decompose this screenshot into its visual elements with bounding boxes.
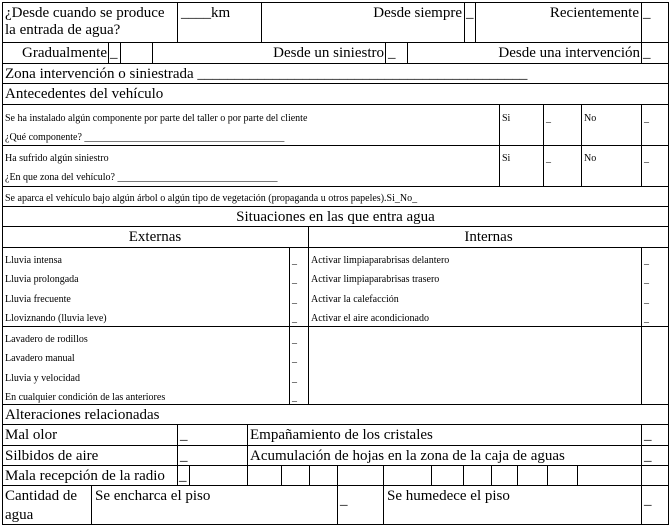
rule [491, 465, 492, 486]
internal-title: Internas [464, 229, 513, 245]
rule [475, 2, 476, 43]
rule [2, 145, 669, 146]
external-item: Lavadero manual [5, 353, 75, 364]
rule [2, 2, 669, 3]
since-intervention-label: Desde una intervención [498, 45, 640, 61]
internal-field[interactable]: _ [644, 274, 649, 285]
bad-smell-field[interactable]: _ [180, 427, 188, 443]
rule [108, 42, 109, 64]
fogging-label: Empañamiento de los cristales [250, 427, 433, 443]
external-field[interactable]: _ [292, 392, 297, 403]
accident-no-field[interactable]: _ [644, 153, 649, 164]
external-item: Lluvia y velocidad [5, 373, 80, 384]
rule [2, 104, 669, 105]
external-field[interactable]: _ [292, 313, 297, 324]
rule [641, 424, 642, 486]
rule [177, 2, 178, 43]
floor-damp-label: Se humedece el piso [387, 488, 510, 504]
component-yes-field[interactable]: _ [546, 113, 551, 124]
internal-item: Activar limpiaparabrisas trasero [311, 274, 440, 285]
situations-title: Situaciones en las que entra agua [236, 209, 435, 225]
external-field[interactable]: _ [292, 255, 297, 266]
accident-no-label: No [584, 153, 597, 164]
parking-question[interactable]: Se aparca el vehículo bajo algún árbol o algún tipo de vegetación (propaganda u otros papeles).Si_No_ [5, 193, 418, 204]
rule [2, 2, 3, 525]
internal-field[interactable]: _ [644, 255, 649, 266]
rule [337, 465, 338, 486]
rule [641, 247, 642, 405]
recently-label: Recientemente [549, 5, 639, 21]
rule [431, 465, 432, 486]
rule [383, 485, 384, 525]
since-when-question [5, 5, 175, 38]
rule [2, 326, 669, 327]
since-accident-label: Desde un siniestro [273, 45, 384, 61]
rule [289, 247, 290, 405]
since-when-line-2: la entrada de agua? [5, 21, 121, 38]
vehicle-history-title: Antecedentes del vehículo [5, 86, 164, 102]
rule [464, 2, 465, 43]
leaf-buildup-label: Acumulación de hojas en la zona de la caja de aguas [250, 448, 565, 464]
external-item: En cualquier condición de las anteriores [5, 392, 166, 403]
floor-floods-label: Se encharca el piso [95, 488, 211, 504]
rule [247, 465, 248, 486]
fogging-field[interactable]: _ [644, 427, 652, 443]
accident-yes-field[interactable]: _ [546, 153, 551, 164]
accident-yes-label: Si [502, 153, 511, 164]
since-always-field[interactable]: _ [466, 5, 474, 21]
rule [641, 485, 642, 525]
rule [499, 104, 500, 187]
rule [2, 485, 669, 486]
rule [2, 424, 669, 425]
rule [547, 465, 548, 486]
internal-item: Activar el aire acondicionado [311, 313, 429, 324]
alterations-title: Alteraciones relacionadas [5, 407, 160, 423]
gradually-field[interactable]: _ [110, 45, 118, 61]
water-amount-line-1: Cantidad de [5, 488, 78, 504]
rule [407, 42, 408, 64]
external-item: Lluvia frecuente [5, 294, 71, 305]
since-when-line-1: ¿Desde cuando se produce [5, 5, 165, 21]
water-amount-label [5, 488, 77, 523]
rule [261, 2, 262, 43]
external-item: Lluvia intensa [5, 255, 62, 266]
external-item: Lluvia prolongada [5, 274, 79, 285]
rule [383, 465, 384, 486]
rule [2, 206, 669, 207]
radio-reception-label: Mala recepción de la radio [5, 468, 165, 484]
rule [543, 104, 544, 187]
radio-reception-field[interactable]: _ [179, 468, 187, 484]
rule [2, 247, 669, 248]
rule [641, 42, 642, 64]
internal-item: Activar limpiaparabrisas delantero [311, 255, 450, 266]
floor-floods-field[interactable]: _ [340, 492, 348, 508]
external-item: Lloviznando (lluvia leve) [5, 313, 107, 324]
external-field[interactable]: _ [292, 373, 297, 384]
external-field[interactable]: _ [292, 334, 297, 345]
rule [668, 2, 669, 525]
rule [2, 524, 669, 525]
rule [2, 186, 669, 187]
rule [308, 226, 309, 405]
intervention-zone-field[interactable]: Zona intervención o siniestrada ____________________________________________ [5, 66, 528, 82]
rule [177, 424, 178, 486]
floor-damp-field[interactable]: _ [644, 492, 652, 508]
external-title: Externas [128, 229, 182, 245]
internal-field[interactable]: _ [644, 294, 649, 305]
water-amount-line-2: agua [5, 506, 34, 523]
since-intervention-field[interactable]: _ [643, 45, 651, 61]
rule [2, 445, 669, 446]
accident-question: Ha sufrido algún siniestro [5, 153, 109, 164]
rule [2, 404, 669, 405]
rule [463, 465, 464, 486]
gradually-label: Gradualmente [22, 45, 107, 61]
air-whistle-label: Silbidos de aire [5, 448, 99, 464]
rule [2, 465, 669, 466]
rule [581, 104, 582, 187]
km-field[interactable]: ____km [181, 5, 231, 21]
external-item: Lavadero de rodillos [5, 334, 88, 345]
accident-zone-field[interactable]: ¿En que zona del vehículo? ________________________________ [5, 172, 278, 183]
component-yes-label: Si [502, 113, 511, 124]
rule [577, 465, 578, 486]
rule [247, 424, 248, 466]
rule [517, 465, 518, 486]
recently-field[interactable]: _ [643, 5, 651, 21]
bad-smell-label: Mal olor [5, 427, 58, 443]
rule [309, 465, 310, 486]
internal-field[interactable]: _ [644, 313, 649, 324]
rule [2, 226, 669, 227]
leaf-buildup-field[interactable]: _ [644, 448, 652, 464]
rule [337, 485, 338, 525]
air-whistle-field[interactable]: _ [180, 448, 188, 464]
since-always-label: Desde siempre [373, 5, 462, 21]
external-field[interactable]: _ [292, 274, 297, 285]
external-field[interactable]: _ [292, 294, 297, 305]
rule [120, 42, 121, 64]
rule [91, 485, 92, 525]
rule [2, 42, 669, 43]
rule [641, 104, 642, 187]
rule [385, 42, 386, 64]
rule [2, 63, 669, 64]
since-accident-field[interactable]: _ [388, 45, 396, 61]
component-no-field[interactable]: _ [644, 113, 649, 124]
rule [641, 2, 642, 43]
rule [152, 42, 153, 64]
internal-item: Activar la calefacción [311, 294, 399, 305]
external-field[interactable]: _ [292, 353, 297, 364]
component-no-label: No [584, 113, 597, 124]
rule [189, 465, 190, 486]
component-which-field[interactable]: ¿Qué componente? ________________________________________ [5, 132, 285, 143]
rule [2, 83, 669, 84]
component-question: Se ha instalado algún componente por parte del taller o por parte del cliente [5, 113, 308, 124]
rule [281, 465, 282, 486]
